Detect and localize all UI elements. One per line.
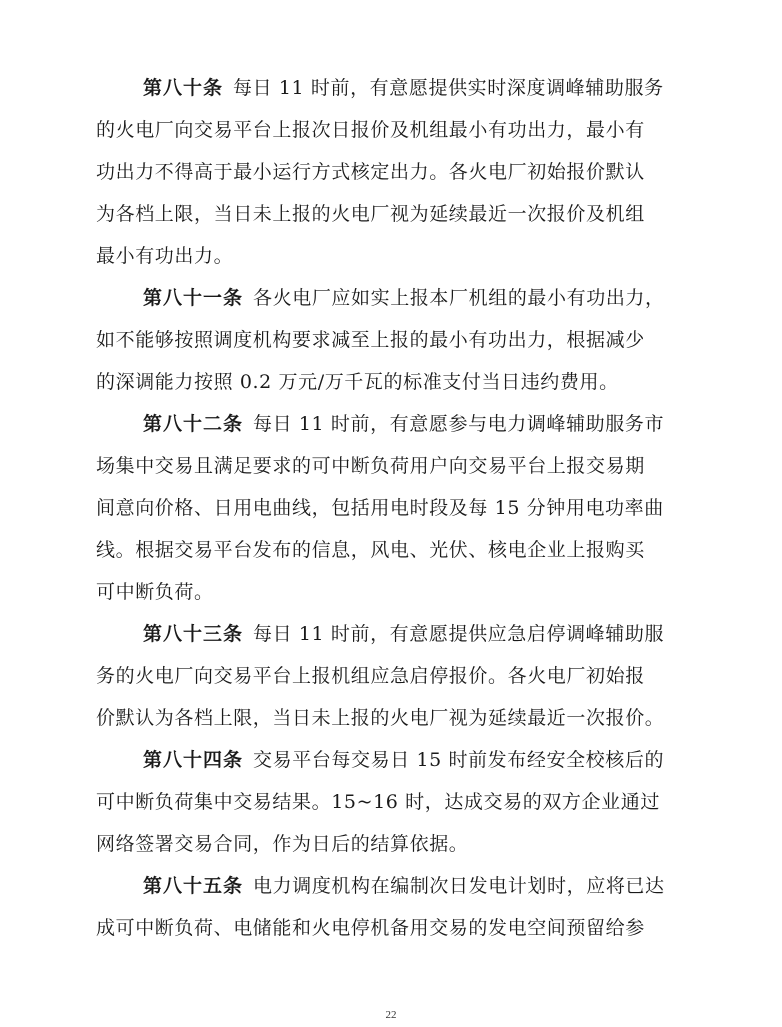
article-82-line-5: 可中断负荷。 [96,581,214,603]
article-83-text-1: 每日 11 时前，有意愿提供应急启停调峰辅助服 [253,623,665,645]
article-81-heading: 第八十一条 [143,287,244,309]
article-85-heading: 第八十五条 [143,875,244,897]
article-80-text-1: 每日 11 时前，有意愿提供实时深度调峰辅助服务 [233,77,664,99]
article-82-heading: 第八十二条 [143,413,244,435]
article-85-text-1: 电力调度机构在编制次日发电计划时，应将已达 [253,875,665,897]
article-81-line-1 [143,286,665,310]
article-81-text-1: 各火电厂应如实上报本厂机组的最小有功出力， [253,287,665,309]
article-82-text-1: 每日 11 时前，有意愿参与电力调峰辅助服务市 [253,413,665,435]
article-83-line-3: 价默认为各档上限，当日未上报的火电厂视为延续最近一次报价。 [96,707,665,729]
article-84-line-2: 可中断负荷集中交易结果。15~16 时，达成交易的双方企业通过 [96,791,660,813]
article-81-line-2: 如不能够按照调度机构要求减至上报的最小有功出力，根据减少 [96,329,645,351]
article-84-line-1 [143,748,664,772]
article-83-line-1 [143,622,664,646]
article-82-line-2: 场集中交易且满足要求的可中断负荷用户向交易平台上报交易期 [96,455,645,477]
article-80-heading: 第八十条 [143,77,224,99]
article-80-line-1 [143,76,664,100]
article-84-text-1: 交易平台每交易日 15 时前发布经安全校核后的 [253,749,665,771]
article-83-line-2: 务的火电厂向交易平台上报机组应急启停报价。各火电厂初始报 [96,665,645,687]
article-85-line-1 [143,874,665,898]
article-82-line-4: 线。根据交易平台发布的信息，风电、光伏、核电企业上报购买 [96,539,645,561]
article-81-line-3: 的深调能力按照 0.2 万元/万千瓦的标准支付当日违约费用。 [96,371,619,393]
article-84-line-3: 网络签署交易合同，作为日后的结算依据。 [96,833,469,855]
article-80-line-5: 最小有功出力。 [96,245,234,267]
article-80-line-3: 功出力不得高于最小运行方式核定出力。各火电厂初始报价默认 [96,161,645,183]
article-82-line-1 [143,412,664,436]
article-82-line-3: 间意向价格、日用电曲线，包括用电时段及每 15 分钟用电功率曲 [96,497,664,519]
page-number: 22 [385,1009,397,1021]
article-80-line-2: 的火电厂向交易平台上报次日报价及机组最小有功出力，最小有 [96,119,645,141]
article-85-line-2: 成可中断负荷、电储能和火电停机备用交易的发电空间预留给参 [96,917,645,939]
article-84-heading: 第八十四条 [143,749,244,771]
article-80-line-4: 为各档上限，当日未上报的火电厂视为延续最近一次报价及机组 [96,203,645,225]
article-83-heading: 第八十三条 [143,623,244,645]
